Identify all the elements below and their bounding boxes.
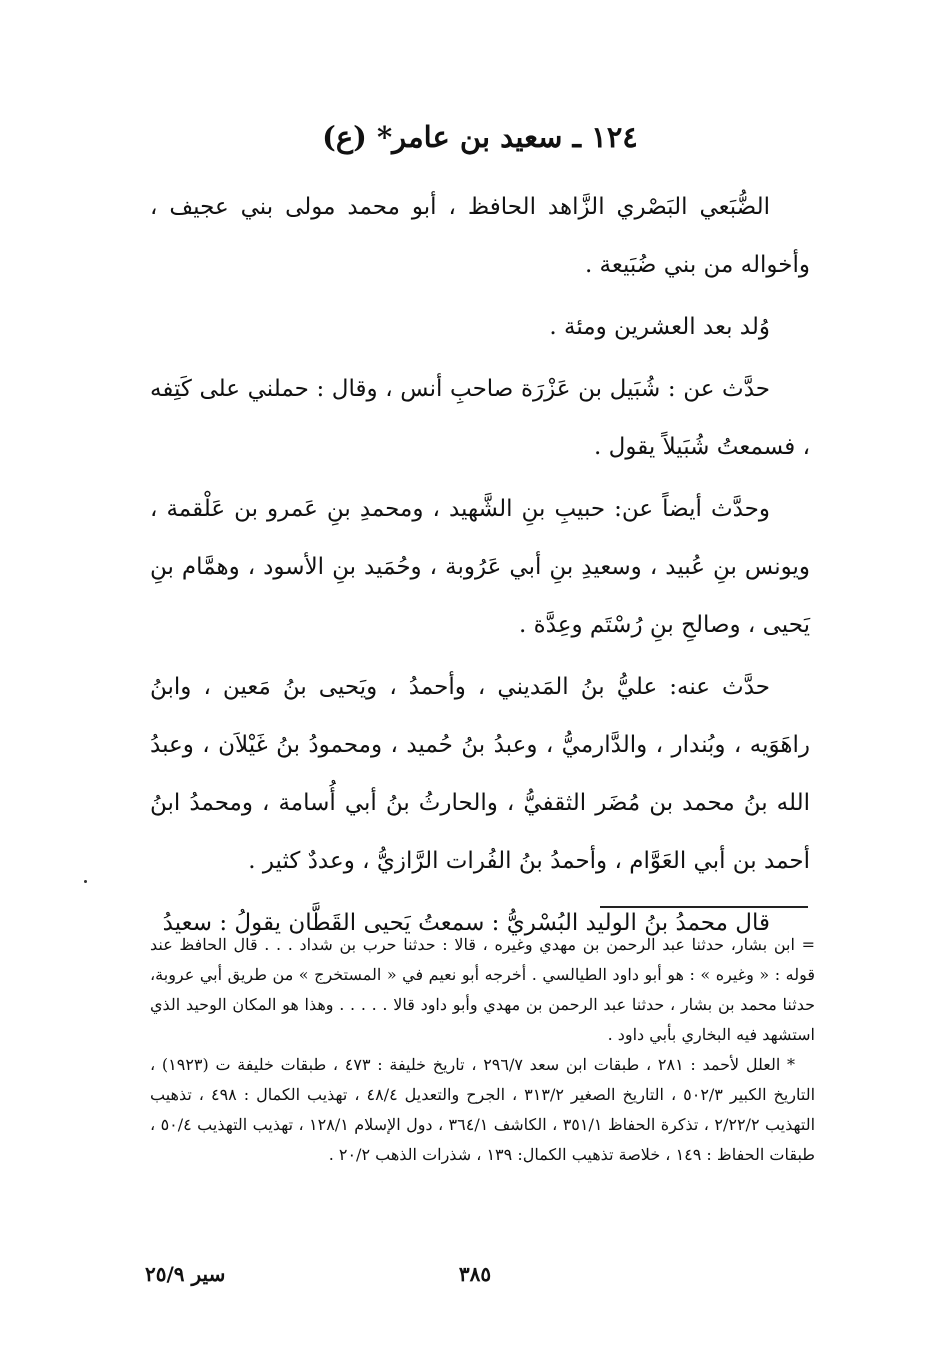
footnote-separator (600, 906, 808, 908)
paragraph-narrated-from: حدَّث عن : شُبَيل بن عَزْرَة صاحبِ أنس ، وقال : حملني على كَتِفه ، فسمعتُ شُبَيلاً يقول . (150, 376, 810, 460)
paragraph-lineage: الضُّبَعي البَصْري الزَّاهد الحافظ ، أبو محمد مولى بني عجيف ، وأخواله من بني ضُبَيعة . (150, 194, 810, 278)
paragraph-also-narrated: وحدَّث أيضاً عن: حبيبِ بنِ الشَّهيد ، ومحمدِ بنِ عَمرو بن عَلْقمة ، ويونس بنِ عُبيد ، وسعيدِ بنِ أبي عَرُوبة ، وحُمَيد بنِ الأسود ، وهمَّام بنِ يَحيى ، وصالحِ بنِ رُسْتَم وعِدَّة . (150, 496, 810, 638)
paragraph-quote: قال محمدُ بنُ الوليد البُسْريُّ : سمعتُ يَحيى القَطَّان يقولُ : سعيدُ (162, 910, 770, 936)
paragraph-birth: وُلد بعد العشرين ومئة . (549, 314, 770, 340)
footnote-continuation: = ابن بشار، حدثنا عبد الرحمن بن مهدي وغيره ، قالا : حدثنا حرب بن شداد . . . قال الحافظ عند قوله : « وغيره » : هو أبو داود الطيالسي . أخرجه أبو نعيم في « المستخرج » من طريق أبي عروبة، حدثنا محمد بن بشار ، حدثنا عبد الرحمن بن مهدي وأبو داود قالا . . . . . وهذا هو المكان الوحيد الذي استشهد فيه البخاري بأبي داود . (150, 935, 815, 1044)
paragraph-narrators-from-him: حدَّث عنه: عليُّ بنُ المَديني ، وأحمدُ ، ويَحيى بنُ مَعين ، وابنُ راهَوَيه ، وبُندار ، والدَّارميُّ ، وعبدُ بنُ حُميد ، ومحمودُ بنُ غَيْلاَن ، وعبدُ الله بنُ محمد بن مُضَر الثقفيُّ ، والحارثُ بنُ أبي أُسامة ، ومحمدُ ابنُ أحمد بن أبي العَوَّام ، وأحمدُ بنُ الفُرات الرَّازيُّ ، وعددٌ كثير . (150, 674, 810, 874)
main-text (150, 178, 810, 952)
signature-mark: سير ٢٥/٩ (145, 1262, 226, 1286)
footnote-sources: * العلل لأحمد : ٢٨١ ، طبقات ابن سعد ٢٩٦/٧ ، تاريخ خليفة : ٤٧٣ ، طبقات خليفة ت (١٩٢٣) ، التاريخ الكبير ٥٠٢/٣ ، التاريخ الصغير ٣١٣/٢ ، الجرح والتعديل ٤٨/٤ ، تهذيب الكمال : ٤٩٨ ، تذهيب التهذيب ٢/٢٢/٢ ، تذكرة الحفاظ ٣٥١/١ ، الكاشف ٣٦٤/١ ، دول الإسلام ١٢٨/١ ، تهذيب التهذيب ٥٠/٤ ، طبقات الحفاظ : ١٤٩ ، خلاصة تذهيب الكمال: ١٣٩ ، شذرات الذهب ٢٠/٢ . (150, 1055, 816, 1164)
footnotes (150, 930, 815, 1170)
page-speck (84, 880, 87, 883)
entry-title: ١٢٤ ـ سعيد بن عامر* (ع) (322, 120, 638, 154)
page-number: ٣٨٥ (458, 1262, 492, 1286)
